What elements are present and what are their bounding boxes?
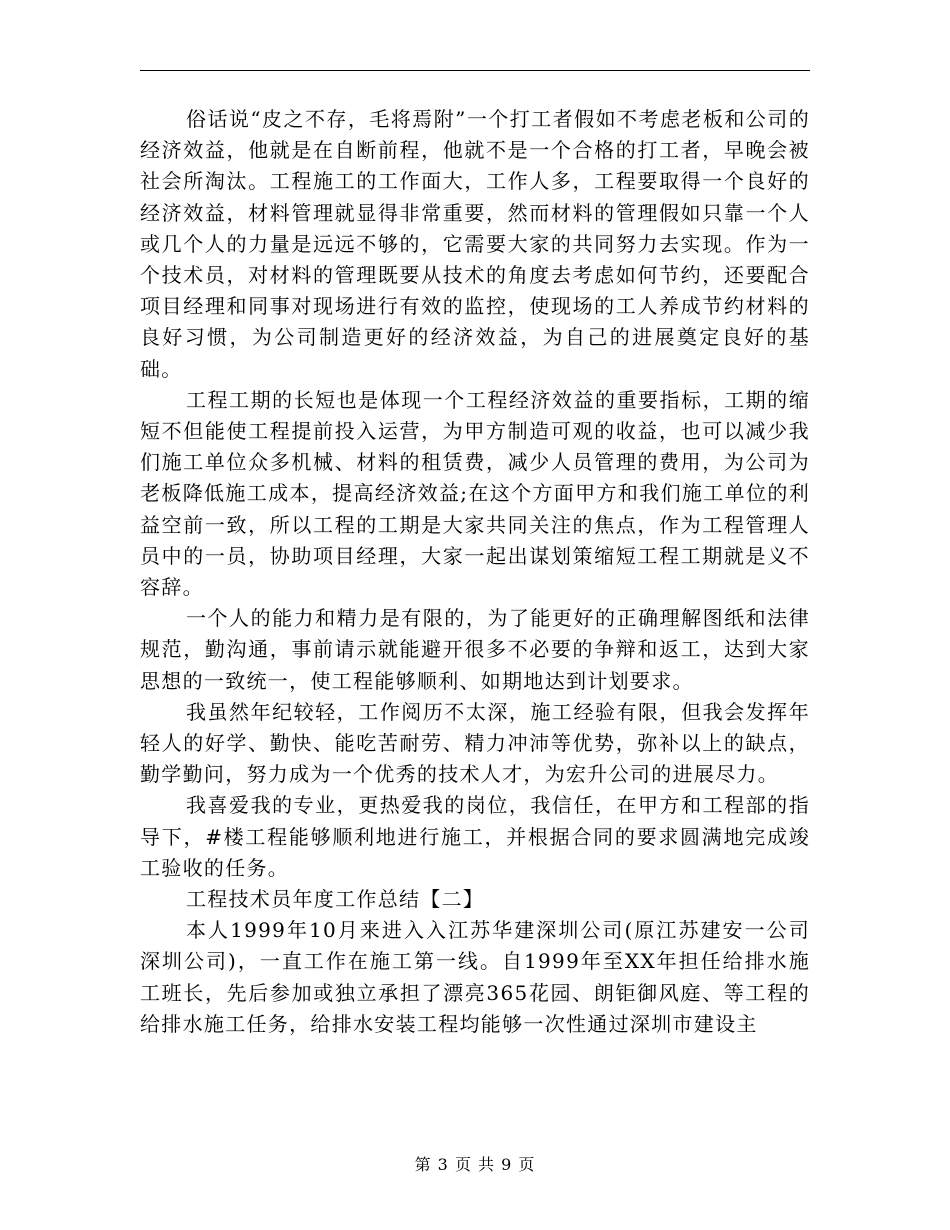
section-heading: 工程技术员年度工作总结【二】 xyxy=(186,887,485,912)
page-number-footer: 第 3 页 共 9 页 xyxy=(414,1155,536,1174)
paragraph-career-history: 本人1999年10月来进入入江苏华建深圳公司(原江苏建安一公司深圳公司)，一直工作在施工第一线。自1999年至XX年担任给排水施工班长，先后参加或独立承担了漂亮365花园、朗钜御风庭、等工程的给排水施工任务，给排水安装工程均能够一次性通过深圳市建设主 xyxy=(140,918,810,1036)
paragraph-material-management: 俗话说“皮之不存，毛将焉附”一个打工者假如不考虑老板和公司的经济效益，他就是在自断前程，他就不是一个合格的打工者，早晚会被社会所淘汰。工程施工的工作面大，工作人多，工程要取得一个良好的经济效益，材料管理就显得非常重要，然而材料的管理假如只靠一个人或几个人的力量是远远不够的，它需要大家的共同努力去实现。作为一个技术员，对材料的管理既要从技术的角度去考虑如何节约，还要配合项目经理和同事对现场进行有效的监控，使现场的工人养成节约材料的良好习惯，为公司制造更好的经济效益，为自己的进展奠定良好的基础。 xyxy=(140,107,810,381)
header-rule xyxy=(140,70,810,71)
document-body xyxy=(140,104,810,1040)
paragraph-commitment: 我喜爱我的专业，更热爱我的岗位，我信任，在甲方和工程部的指导下，#楼工程能够顺利地进行施工，并根据合同的要求圆满地完成竣工验收的任务。 xyxy=(140,793,810,880)
paragraph-construction-period: 工程工期的长短也是体现一个工程经济效益的重要指标，工期的缩短不但能使工程提前投入运营，为甲方制造可观的收益，也可以减少我们施工单位众多机械、材料的租赁费，减少人员管理的费用，为公司为老板降低施工成本，提高经济效益;在这个方面甲方和我们施工单位的利益空前一致，所以工程的工期是大家共同关注的焦点，作为工程管理人员中的一员，协助项目经理，大家一起出谋划策缩短工程工期就是义不容辞。 xyxy=(140,387,810,600)
paragraph-communication: 一个人的能力和精力是有限的，为了能更好的正确理解图纸和法律规范，勤沟通，事前请示就能避开很多不必要的争辩和返工，达到大家思想的一致统一，使工程能够顺利、如期地达到计划要求。 xyxy=(140,606,810,693)
paragraph-self-improvement: 我虽然年纪较轻，工作阅历不太深，施工经验有限，但我会发挥年轻人的好学、勤快、能吃苦耐劳、精力冲沛等优势，弥补以上的缺点，勤学勤问，努力成为一个优秀的技术人才，为宏升公司的进展尽力。 xyxy=(140,699,810,787)
